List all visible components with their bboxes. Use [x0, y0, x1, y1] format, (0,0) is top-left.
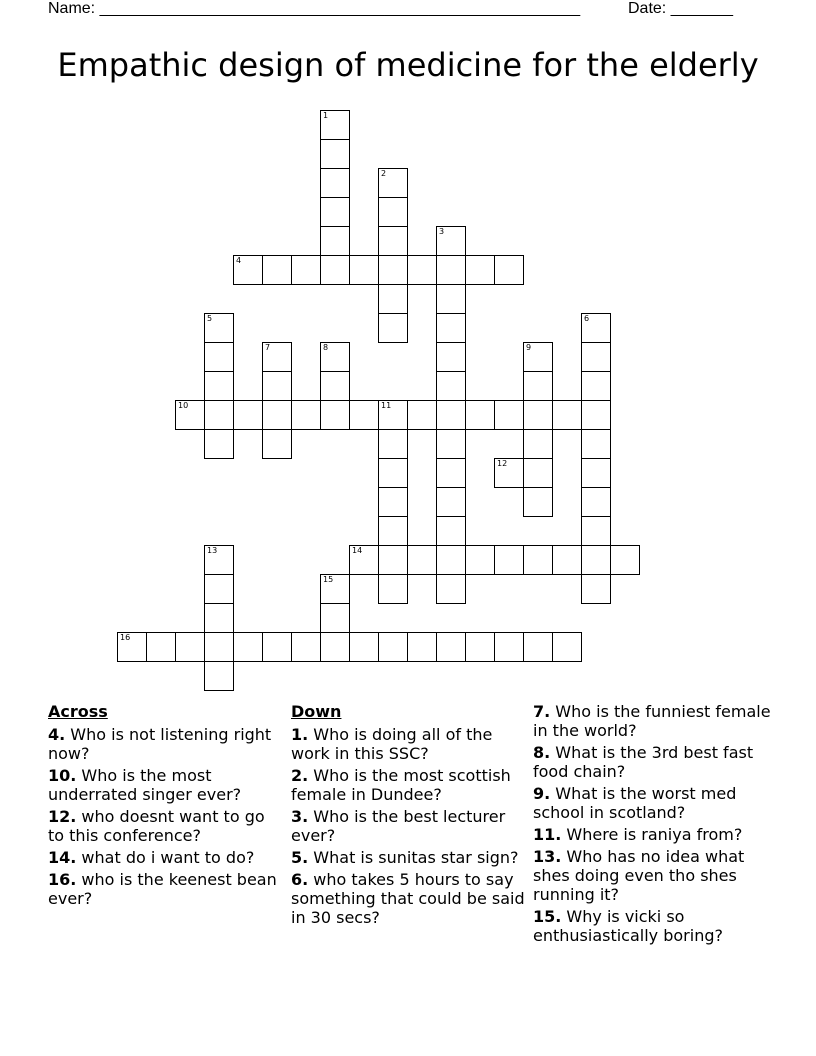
crossword-cell[interactable]	[552, 545, 582, 575]
clue-item	[48, 725, 278, 763]
clue-item	[291, 870, 526, 927]
crossword-cell[interactable]	[320, 371, 350, 401]
crossword-cell[interactable]	[378, 632, 408, 662]
clue-number: 14.	[48, 848, 77, 867]
down-clues	[291, 702, 526, 930]
crossword-cell[interactable]	[262, 255, 292, 285]
clue-number: 7	[265, 343, 271, 352]
clue-item	[533, 847, 773, 904]
date-field-label[interactable]: Date: _______	[628, 0, 733, 17]
clue-text: who is the keenest bean ever?	[48, 870, 277, 908]
crossword-cell[interactable]	[204, 313, 234, 343]
clue-number: 5.	[291, 848, 309, 867]
clue-number: 8	[323, 343, 329, 352]
clue-text: Who has no idea what shes doing even tho shes running it?	[533, 847, 745, 904]
crossword-cell[interactable]	[175, 400, 205, 430]
crossword-cell[interactable]	[523, 371, 553, 401]
crossword-cell[interactable]	[204, 632, 234, 662]
clue-number: 2	[381, 169, 387, 178]
crossword-cell[interactable]	[320, 603, 350, 633]
down-clues-continued	[533, 702, 773, 948]
crossword-cell[interactable]	[320, 110, 350, 140]
clue-number: 16	[120, 633, 131, 642]
crossword-cell[interactable]	[436, 255, 466, 285]
crossword-cell[interactable]	[378, 429, 408, 459]
crossword-cell[interactable]	[552, 400, 582, 430]
crossword-cell[interactable]	[349, 255, 379, 285]
crossword-cell[interactable]	[465, 400, 495, 430]
crossword-cell[interactable]	[378, 197, 408, 227]
crossword-cell[interactable]	[581, 429, 611, 459]
crossword-cell[interactable]	[436, 487, 466, 517]
crossword-cell[interactable]	[407, 255, 437, 285]
crossword-cell[interactable]	[407, 632, 437, 662]
clue-item	[291, 725, 526, 763]
clue-text: Who is the most underrated singer ever?	[48, 766, 242, 804]
clue-number: 10.	[48, 766, 77, 785]
crossword-cell[interactable]	[320, 226, 350, 256]
crossword-cell[interactable]	[378, 226, 408, 256]
crossword-cell[interactable]	[581, 545, 611, 575]
clue-number: 2.	[291, 766, 309, 785]
crossword-cell[interactable]	[523, 400, 553, 430]
crossword-cell[interactable]	[436, 429, 466, 459]
crossword-cell[interactable]	[552, 632, 582, 662]
crossword-cell[interactable]	[262, 371, 292, 401]
crossword-cell[interactable]	[146, 632, 176, 662]
crossword-cell[interactable]	[494, 458, 524, 488]
crossword-cell[interactable]	[523, 458, 553, 488]
clue-number: 11.	[533, 825, 562, 844]
crossword-cell[interactable]	[320, 342, 350, 372]
clue-number: 1.	[291, 725, 309, 744]
crossword-cell[interactable]	[291, 400, 321, 430]
crossword-cell[interactable]	[320, 139, 350, 169]
crossword-cell[interactable]	[378, 487, 408, 517]
clue-text: Who is doing all of the work in this SSC?	[291, 725, 493, 763]
clue-number: 6.	[291, 870, 309, 889]
clue-number: 12	[497, 459, 508, 468]
crossword-cell[interactable]	[320, 168, 350, 198]
clue-number: 5	[207, 314, 213, 323]
clue-number: 15.	[533, 907, 562, 926]
crossword-cell[interactable]	[117, 632, 147, 662]
crossword-cell[interactable]	[204, 545, 234, 575]
clue-number: 16.	[48, 870, 77, 889]
crossword-cell[interactable]	[204, 661, 234, 691]
clue-number: 3	[439, 227, 445, 236]
crossword-cell[interactable]	[320, 400, 350, 430]
clue-number: 7.	[533, 702, 551, 721]
crossword-cell[interactable]	[378, 284, 408, 314]
clue-number: 4.	[48, 725, 66, 744]
crossword-cell[interactable]	[523, 429, 553, 459]
crossword-cell[interactable]	[262, 400, 292, 430]
crossword-cell[interactable]	[204, 429, 234, 459]
clue-text: Who is not listening right now?	[48, 725, 272, 763]
clue-number: 8.	[533, 743, 551, 762]
crossword-cell[interactable]	[262, 342, 292, 372]
crossword-cell[interactable]	[436, 400, 466, 430]
clue-item	[533, 702, 773, 740]
crossword-cell[interactable]	[436, 313, 466, 343]
crossword-cell[interactable]	[436, 574, 466, 604]
page-title: Empathic design of medicine for the elderly	[57, 46, 759, 84]
crossword-cell[interactable]	[291, 255, 321, 285]
crossword-cell[interactable]	[436, 545, 466, 575]
crossword-cell[interactable]	[494, 545, 524, 575]
clue-item	[533, 784, 773, 822]
clue-item	[48, 807, 278, 845]
crossword-cell[interactable]	[233, 400, 263, 430]
crossword-cell[interactable]	[378, 313, 408, 343]
crossword-cell[interactable]	[436, 226, 466, 256]
clue-number: 9	[526, 343, 532, 352]
across-heading: Across	[48, 702, 108, 721]
crossword-cell[interactable]	[407, 545, 437, 575]
crossword-cell[interactable]	[378, 545, 408, 575]
clue-text: what do i want to do?	[76, 848, 255, 867]
crossword-cell[interactable]	[436, 342, 466, 372]
clue-text: What is sunitas star sign?	[308, 848, 519, 867]
crossword-cell[interactable]	[204, 342, 234, 372]
clue-text: What is the worst med school in scotland?	[533, 784, 737, 822]
down-heading: Down	[291, 702, 342, 721]
clue-number: 10	[178, 401, 189, 410]
clue-text: who takes 5 hours to say something that could be said in 30 secs?	[291, 870, 525, 927]
crossword-cell[interactable]	[436, 516, 466, 546]
crossword-cell[interactable]	[378, 458, 408, 488]
crossword-cell[interactable]	[320, 197, 350, 227]
crossword-cell[interactable]	[494, 400, 524, 430]
crossword-cell[interactable]	[581, 574, 611, 604]
crossword-cell[interactable]	[378, 168, 408, 198]
name-field-label[interactable]: Name: ______________________________________________________	[48, 0, 581, 17]
clue-item	[291, 807, 526, 845]
clue-number: 4	[236, 256, 242, 265]
crossword-cell[interactable]	[262, 632, 292, 662]
clue-item	[291, 848, 526, 867]
crossword-cell[interactable]	[523, 487, 553, 517]
clue-number: 11	[381, 401, 392, 410]
crossword-cell[interactable]	[494, 632, 524, 662]
crossword-cell[interactable]	[523, 632, 553, 662]
clue-text: Who is the most scottish female in Dundee?	[291, 766, 511, 804]
crossword-cell[interactable]	[436, 371, 466, 401]
crossword-cell[interactable]	[204, 371, 234, 401]
crossword-cell[interactable]	[378, 255, 408, 285]
clue-item	[48, 848, 278, 867]
clue-item	[533, 907, 773, 945]
crossword-cell[interactable]	[204, 603, 234, 633]
clue-text: Who is the best lecturer ever?	[291, 807, 506, 845]
crossword-cell[interactable]	[581, 458, 611, 488]
crossword-cell[interactable]	[175, 632, 205, 662]
crossword-cell[interactable]	[610, 545, 640, 575]
clue-text: What is the 3rd best fast food chain?	[533, 743, 754, 781]
crossword-cell[interactable]	[378, 516, 408, 546]
crossword-cell[interactable]	[378, 400, 408, 430]
clue-number: 15	[323, 575, 334, 584]
crossword-cell[interactable]	[262, 429, 292, 459]
crossword-cell[interactable]	[436, 632, 466, 662]
crossword-cell[interactable]	[320, 255, 350, 285]
clue-number: 6	[584, 314, 590, 323]
crossword-cell[interactable]	[581, 516, 611, 546]
crossword-cell[interactable]	[291, 632, 321, 662]
clue-item	[533, 743, 773, 781]
crossword-cell[interactable]	[581, 487, 611, 517]
clue-number: 3.	[291, 807, 309, 826]
crossword-cell[interactable]	[465, 255, 495, 285]
clue-number: 14	[352, 546, 363, 555]
crossword-cell[interactable]	[465, 632, 495, 662]
clue-number: 13	[207, 546, 218, 555]
crossword-cell[interactable]	[320, 632, 350, 662]
clue-text: Who is the funniest female in the world?	[533, 702, 771, 740]
clue-number: 1	[323, 111, 329, 120]
crossword-cell[interactable]	[581, 313, 611, 343]
crossword-cell[interactable]	[436, 458, 466, 488]
crossword-cell[interactable]	[349, 632, 379, 662]
crossword-cell[interactable]	[523, 342, 553, 372]
crossword-cell[interactable]	[349, 545, 379, 575]
clue-item	[291, 766, 526, 804]
crossword-cell[interactable]	[581, 371, 611, 401]
clue-number: 12.	[48, 807, 77, 826]
crossword-cell[interactable]	[436, 284, 466, 314]
crossword-cell[interactable]	[233, 632, 263, 662]
crossword-cell[interactable]	[494, 255, 524, 285]
across-clues	[48, 702, 278, 911]
crossword-cell[interactable]	[320, 574, 350, 604]
clue-number: 13.	[533, 847, 562, 866]
crossword-cell[interactable]	[378, 574, 408, 604]
crossword-cell[interactable]	[204, 400, 234, 430]
crossword-cell[interactable]	[204, 574, 234, 604]
crossword-cell[interactable]	[233, 255, 263, 285]
crossword-cell[interactable]	[581, 342, 611, 372]
crossword-cell[interactable]	[465, 545, 495, 575]
crossword-cell[interactable]	[523, 545, 553, 575]
clue-item	[533, 825, 773, 844]
clue-text: Why is vicki so enthusiastically boring?	[533, 907, 723, 945]
crossword-cell[interactable]	[581, 400, 611, 430]
crossword-cell[interactable]	[349, 400, 379, 430]
crossword-cell[interactable]	[407, 400, 437, 430]
clue-text: who doesnt want to go to this conference?	[48, 807, 265, 845]
clue-item	[48, 766, 278, 804]
clue-item	[48, 870, 278, 908]
clue-text: Where is raniya from?	[561, 825, 743, 844]
clue-number: 9.	[533, 784, 551, 803]
